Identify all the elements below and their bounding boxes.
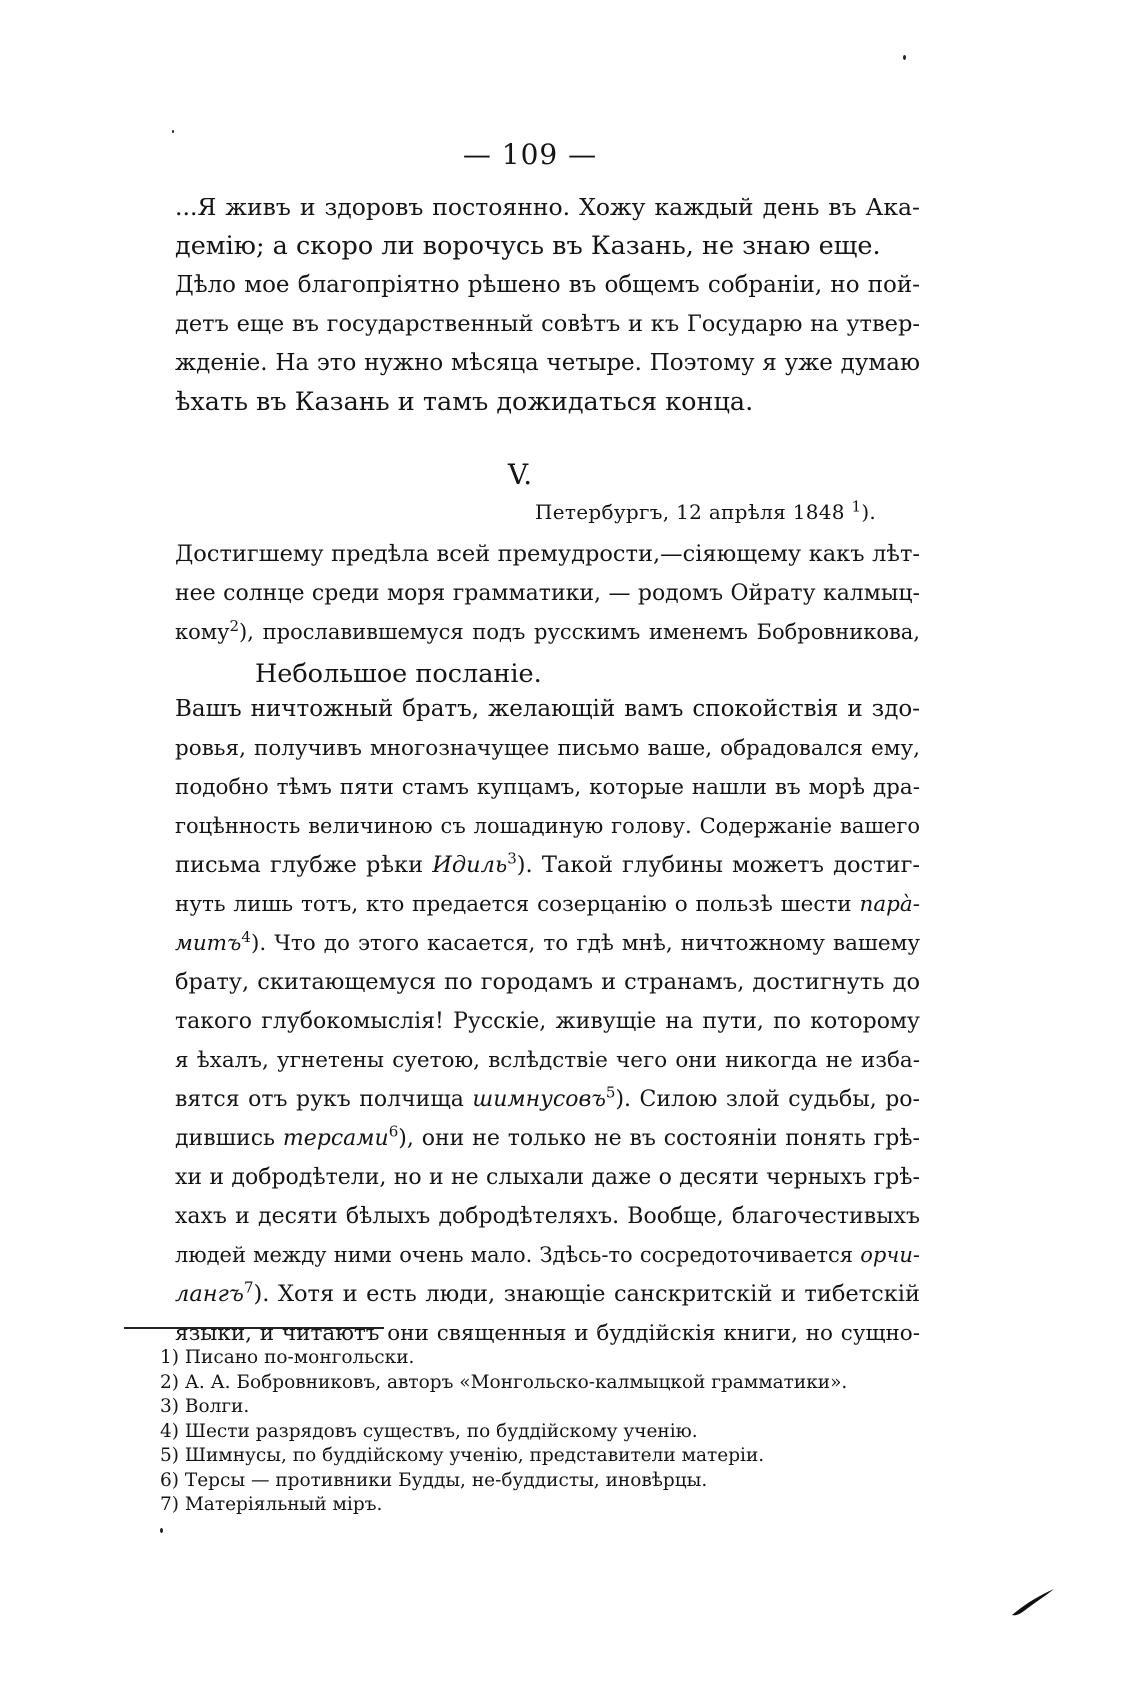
text-line: ровья, получивъ многозначущее письмо ваше, обрадовался ему, — [175, 736, 920, 761]
footnote-ref: 3 — [507, 849, 517, 868]
footnote-ref: 5 — [605, 1083, 616, 1102]
letter-continuation — [175, 188, 920, 422]
ink-mark — [1010, 1585, 1056, 1619]
text-fragment: ). Что до этого касается, то гдѣ мнѣ, ничтожному вашему — [250, 931, 920, 956]
text-line — [175, 613, 920, 652]
text-line — [175, 924, 920, 963]
text-fragment: ). Такой глубины можетъ достиг- — [516, 852, 920, 878]
footnote: 2) А. А. Бобровниковъ, авторъ «Монгольско-калмыцкой грамматики». — [160, 1371, 848, 1393]
scan-speck — [172, 130, 174, 133]
text-line — [175, 1275, 920, 1314]
footnote-ref: 1 — [851, 497, 862, 516]
footnote-ref: 2 — [229, 617, 240, 635]
italic-term: Идиль — [432, 852, 508, 878]
text-line: ...Я живъ и здоровъ постоянно. Хожу каждый день въ Ака- — [175, 193, 920, 221]
footnote: 6) Терсы — противники Будды, не-буддисты, иновѣрцы. — [160, 1469, 708, 1491]
letter-body — [175, 690, 920, 1353]
footnote: 1) Писано по-монгольски. — [160, 1347, 415, 1368]
text-line: подобно тѣмъ пяти стамъ купцамъ, которые нашли въ морѣ дра- — [175, 775, 920, 800]
footnote-divider — [124, 1327, 384, 1329]
text-line — [175, 885, 920, 924]
text-fragment: письма глубже рѣки — [175, 852, 433, 878]
footnote: 3) Волги. — [160, 1396, 250, 1417]
text-fragment: вятся отъ рукъ полчища — [175, 1087, 473, 1112]
text-line: Достигшему предѣла всей премудрости,—сіяющему какъ лѣт- — [175, 541, 920, 567]
text-fragment: дившись — [175, 1126, 283, 1151]
text-line: жденіе. На это нужно мѣсяца четыре. Поэтому я уже думаю — [175, 350, 920, 376]
text-line: хахъ и десяти бѣлыхъ добродѣтеляхъ. Вообще, благочестивыхъ — [175, 1204, 920, 1229]
section-numeral: V. — [507, 458, 533, 491]
dateline-close: ). — [861, 500, 877, 524]
text-line: я ѣхалъ, угнетены суетою, вслѣдствіе чего они никогда не изба- — [175, 1048, 920, 1073]
text-line: языки, и читаютъ они священныя и буддійскія книги, но сущно- — [175, 1321, 920, 1346]
text-line: брату, скитающемуся по городамъ и странамъ, достигнуть до — [175, 969, 920, 995]
scan-speck — [903, 55, 906, 60]
text-line: гоцѣнность величиною съ лошадиную голову. Содержаніе вашего — [175, 814, 920, 838]
text-line — [175, 1119, 920, 1158]
text-fragment: ), прославившемуся подъ русскимъ именемъ Бобровникова, — [239, 620, 920, 644]
italic-term: лангъ — [175, 1281, 244, 1307]
text-line: Дѣло мое благопріятно рѣшено въ общемъ собраніи, но пой- — [175, 272, 920, 298]
text-line: хи и добродѣтели, но и не слыхали даже о десяти черныхъ грѣ- — [175, 1165, 920, 1190]
footnote: 5) Шимнусы, по буддійскому ученію, представители матеріи. — [160, 1445, 765, 1466]
italic-term: шимнусовъ — [472, 1087, 606, 1112]
dateline-text: Петербургъ, 12 апрѣля 1848 — [535, 500, 845, 524]
footnote: 4) Шести разрядовъ существъ, по буддійскому ученію. — [160, 1420, 698, 1442]
page-number: — 109 — — [462, 138, 598, 171]
italic-term: парà- — [859, 892, 920, 917]
footnote: 7) Матеріяльный міръ. — [160, 1494, 383, 1515]
greeting — [175, 535, 920, 696]
italic-term: орчи- — [860, 1243, 920, 1267]
footnotes — [160, 1346, 920, 1518]
footnote-ref: 4 — [241, 927, 251, 946]
text-line — [175, 1080, 920, 1119]
italic-term: терсами — [282, 1126, 389, 1151]
text-fragment: кому — [175, 620, 230, 644]
text-fragment: ). Силою злой судьбы, ро- — [615, 1087, 920, 1112]
text-line — [175, 846, 920, 885]
text-line: ѣхать въ Казань и тамъ дожидаться конца. — [175, 387, 754, 417]
text-fragment: ), они не только не въ состояніи понять грѣ- — [398, 1126, 920, 1151]
text-fragment: нуть лишь тотъ, кто предается созерцанію о пользѣ шести — [175, 892, 860, 917]
subtitle: Небольшое посланіе. — [255, 659, 542, 689]
text-fragment: людей между ними очень мало. Здѣсь-то сосредоточивается — [175, 1243, 861, 1267]
text-line: Вашъ ничтожный братъ, желающій вамъ спокойствія и здо- — [175, 696, 920, 722]
text-fragment: ). Хотя и есть люди, знающіе санскритскій и тибетскій — [253, 1281, 920, 1307]
footnote-ref: 6 — [388, 1122, 399, 1141]
italic-term: митъ — [175, 931, 242, 956]
text-line: нее солнце среди моря грамматики, — родомъ Ойрату калмыц- — [175, 581, 920, 606]
text-line: детъ еще въ государственный совѣтъ и къ Государю на утвер- — [175, 311, 920, 337]
text-line: демію; а скоро ли ворочусь въ Казань, не знаю еще. — [175, 231, 881, 261]
dateline — [535, 497, 877, 524]
scan-speck — [160, 1528, 163, 1533]
text-line — [175, 1236, 920, 1275]
text-line: такого глубокомыслія! Русскіе, живущіе на пути, по которому — [175, 1009, 920, 1034]
footnote-ref: 7 — [243, 1278, 254, 1297]
